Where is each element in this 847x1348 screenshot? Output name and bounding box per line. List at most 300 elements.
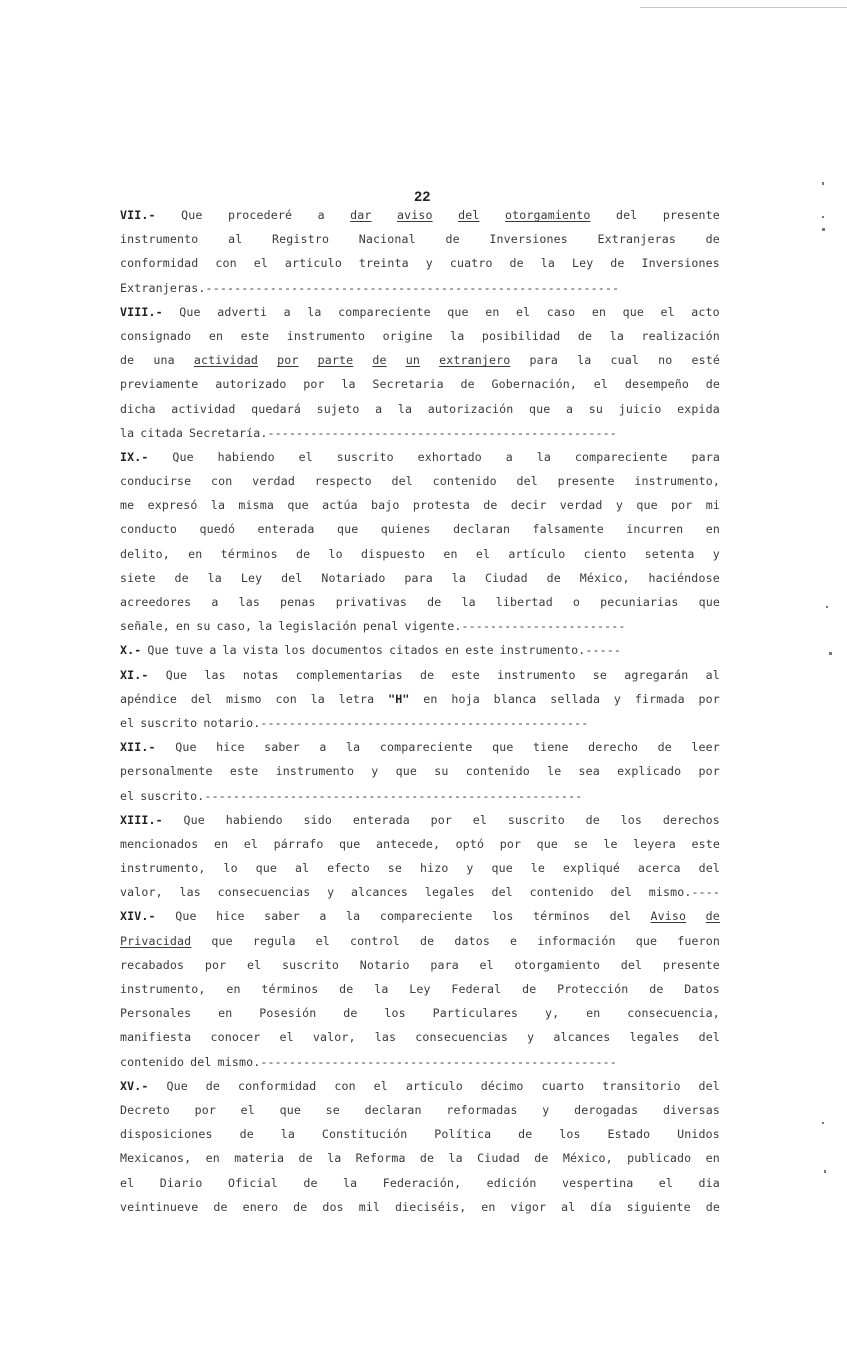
word: los: [492, 909, 514, 924]
word: que: [636, 498, 658, 513]
word: valor,: [120, 885, 163, 900]
word: le: [603, 836, 618, 851]
word: derecho: [588, 740, 639, 755]
word: autorizado: [215, 377, 287, 392]
word: Que: [183, 812, 205, 827]
text-line: [120, 663, 720, 687]
word: otorgamiento: [504, 208, 591, 222]
word: control: [350, 933, 400, 948]
word: penal: [362, 619, 399, 634]
word: mi: [705, 498, 720, 513]
word: X.-: [120, 643, 142, 658]
word: este: [240, 328, 270, 343]
word: antecede,: [375, 836, 441, 851]
word: presente: [557, 474, 615, 489]
word: transitorio: [602, 1078, 681, 1093]
word: hizo: [419, 861, 449, 876]
word: del: [615, 208, 638, 222]
word: enterada: [257, 522, 315, 537]
word: que: [255, 861, 278, 876]
word: privativas: [335, 595, 408, 609]
word: el: [373, 1078, 388, 1093]
word: hoja: [451, 691, 480, 706]
word: de: [213, 1199, 228, 1214]
margin-mark: [822, 182, 824, 185]
word: a: [209, 643, 217, 658]
word: instrumento: [275, 764, 355, 779]
word: verdad: [252, 474, 295, 489]
text-line: [120, 638, 720, 662]
text-line: [120, 1195, 720, 1219]
word: de: [522, 982, 537, 996]
word: acto: [691, 304, 720, 319]
word: por: [671, 498, 693, 513]
word: de: [483, 498, 498, 513]
word: conducto: [120, 522, 178, 537]
word: en: [481, 1199, 496, 1214]
word: el: [515, 304, 531, 319]
word: la: [451, 570, 467, 585]
word: vigor: [510, 1199, 547, 1214]
word: la: [120, 425, 135, 440]
word: no: [658, 353, 673, 368]
word: legales: [629, 1030, 680, 1045]
word: con: [334, 1078, 356, 1093]
word: el: [479, 957, 494, 972]
word: al: [561, 1199, 576, 1214]
word: de: [610, 256, 625, 271]
word: por: [194, 1102, 216, 1117]
word: este: [465, 643, 494, 658]
word: Oficial: [227, 1175, 278, 1190]
word: XIII.-: [120, 812, 163, 827]
word: en: [705, 522, 720, 537]
word: dieciséis,: [395, 1199, 467, 1214]
text-line: [120, 348, 720, 372]
text-line: [120, 1098, 720, 1122]
word: derogadas: [574, 1102, 639, 1117]
word: contenido: [120, 1054, 185, 1069]
word: IX.-: [120, 449, 149, 464]
word: Secretaria: [372, 377, 444, 392]
word: Ley: [409, 982, 431, 996]
word: la: [343, 1175, 358, 1190]
word: en: [213, 836, 229, 851]
word: y: [542, 1102, 550, 1117]
word: presente: [662, 208, 720, 222]
word: XIV.-: [120, 909, 156, 924]
word: Que: [165, 667, 188, 682]
word: le: [547, 764, 562, 779]
word: exhortado: [417, 449, 482, 464]
text-line: [120, 953, 720, 977]
word: e: [510, 933, 518, 948]
word: que: [528, 401, 551, 416]
word: legales: [424, 885, 475, 900]
word: VIII.-: [120, 304, 163, 319]
text-line: [120, 977, 720, 1001]
word: caso: [546, 304, 576, 319]
word: Federal: [451, 982, 502, 996]
word: y: [712, 546, 720, 561]
word: misma: [238, 498, 275, 513]
word: materia: [234, 1151, 285, 1166]
word: del: [698, 1030, 720, 1045]
word: mismo.--------------------------------------------------: [217, 1054, 617, 1069]
text-line: [120, 929, 720, 953]
word: sido: [303, 812, 333, 827]
word: del: [516, 474, 538, 489]
word: del: [281, 570, 303, 585]
word: la: [280, 1127, 295, 1142]
margin-mark: [822, 1122, 824, 1124]
word: Protección: [557, 982, 629, 996]
word: de: [705, 232, 720, 247]
word: por: [698, 764, 720, 779]
word: de: [705, 909, 720, 924]
word: su: [588, 401, 604, 416]
word: actúa: [322, 498, 358, 513]
word: citada: [140, 425, 184, 440]
word: treinta: [358, 256, 409, 271]
word: los: [620, 812, 643, 827]
word: Reforma: [355, 1151, 406, 1166]
word: Ciudad: [484, 570, 528, 585]
word: XV.-: [120, 1078, 149, 1093]
text-line: [120, 1001, 720, 1025]
word: valor,: [312, 1030, 356, 1045]
word: el: [279, 1030, 294, 1045]
word: de: [343, 1006, 358, 1021]
text-line: [120, 687, 720, 711]
word: compareciente: [338, 304, 431, 319]
text-line: [120, 542, 720, 566]
word: Inversiones: [641, 256, 720, 271]
word: compareciente: [379, 740, 473, 755]
word: la: [207, 570, 222, 585]
word: Inversiones: [489, 232, 568, 247]
text-line: [120, 1074, 720, 1098]
word: habiendo: [217, 449, 275, 464]
word: este: [691, 836, 720, 851]
word: el: [472, 812, 488, 827]
text-line: [120, 300, 720, 324]
word: a: [566, 401, 574, 416]
word: al: [294, 861, 310, 876]
word: instrumento,: [120, 982, 206, 996]
word: de: [705, 377, 720, 392]
word: a: [505, 449, 513, 464]
word: dicha: [120, 401, 156, 416]
word: suscrito: [507, 812, 565, 827]
margin-mark: [822, 216, 824, 218]
word: adverti: [217, 304, 268, 319]
word: Personales: [120, 1006, 192, 1021]
word: a: [317, 208, 325, 222]
word: procederé: [227, 208, 293, 222]
word: dar: [350, 208, 372, 222]
word: de: [427, 595, 442, 609]
word: con: [211, 474, 233, 489]
word: México,: [579, 570, 630, 585]
word: la: [448, 1151, 463, 1166]
text-line: [120, 1025, 720, 1049]
word: Ley: [240, 570, 263, 585]
word: reformadas: [446, 1102, 518, 1117]
word: su: [434, 764, 449, 779]
word: al: [705, 667, 720, 682]
word: y: [425, 256, 433, 271]
word: el: [593, 377, 609, 392]
word: se: [325, 1102, 340, 1117]
word: información: [537, 933, 616, 948]
word: y: [466, 861, 474, 876]
word: sea: [578, 764, 600, 779]
word: de: [293, 1199, 308, 1214]
text-line: [120, 711, 720, 735]
word: la: [461, 595, 476, 609]
word: que: [447, 304, 469, 319]
text-line: [120, 808, 720, 832]
word: del: [491, 885, 513, 900]
word: siete: [120, 570, 156, 585]
word: Que: [175, 740, 197, 755]
text-line: [120, 1050, 720, 1074]
word: suscrito.-----------------------------------------------------: [140, 788, 583, 803]
word: el: [243, 836, 259, 851]
word: consignado: [120, 328, 192, 343]
word: que: [536, 836, 559, 851]
word: letra: [338, 691, 375, 706]
word: cuatro: [449, 256, 493, 271]
word: y: [527, 1030, 535, 1045]
word: compareciente: [379, 909, 473, 924]
word: Nacional: [358, 232, 416, 247]
word: de: [460, 377, 475, 392]
word: y: [327, 885, 335, 900]
word: Que: [166, 1078, 188, 1093]
word: del: [458, 208, 480, 222]
word: que: [491, 861, 513, 876]
word: los: [284, 643, 306, 658]
word: consecuencia,: [627, 1006, 720, 1021]
word: personalmente: [120, 764, 213, 779]
word: de: [205, 1078, 221, 1093]
word: articulo: [284, 256, 342, 271]
text-line: [120, 880, 720, 904]
word: contenido: [432, 474, 497, 489]
word: Extranjeras: [597, 232, 676, 247]
word: el: [658, 1175, 674, 1190]
word: Política: [434, 1127, 492, 1142]
word: del: [698, 861, 720, 876]
word: se: [387, 861, 403, 876]
word: ciento: [583, 546, 627, 561]
word: del: [391, 474, 413, 489]
word: este: [229, 764, 259, 779]
word: términos: [220, 546, 278, 561]
text-line: [120, 832, 720, 856]
word: dos: [322, 1199, 344, 1214]
scan-edge-line: [640, 7, 847, 8]
word: en: [591, 304, 607, 319]
word: a: [375, 401, 383, 416]
word: siguiente: [626, 1199, 691, 1214]
word: legislación: [278, 619, 357, 634]
body-text: [120, 203, 720, 1219]
word: el: [315, 933, 330, 948]
word: Unidos: [677, 1127, 720, 1142]
word: posibilidad: [481, 328, 561, 343]
word: presente: [662, 957, 720, 972]
word: realización: [641, 328, 720, 343]
margin-mark: [824, 1170, 826, 1173]
word: la: [210, 498, 226, 513]
word: de: [577, 328, 593, 343]
word: la: [450, 328, 465, 343]
word: para: [404, 570, 433, 585]
text-line: [120, 784, 720, 808]
word: sujeto: [316, 401, 360, 416]
word: XI.-: [120, 667, 149, 682]
word: la: [577, 353, 592, 368]
word: efecto: [327, 861, 370, 876]
word: se: [573, 836, 588, 851]
word: habiendo: [225, 812, 283, 827]
word: Constitución: [321, 1127, 408, 1142]
word: por: [204, 957, 227, 972]
text-line: [120, 203, 720, 227]
word: de: [546, 570, 561, 585]
word: el: [120, 788, 135, 803]
word: alcances: [351, 885, 409, 900]
word: que: [622, 304, 644, 319]
text-line: [120, 566, 720, 590]
word: Que: [179, 304, 201, 319]
word: enero: [242, 1199, 279, 1214]
word: que: [339, 836, 361, 851]
word: le: [530, 861, 546, 876]
word: en: [208, 328, 224, 343]
word: el: [660, 304, 675, 319]
word: día: [590, 1199, 612, 1214]
word: por: [698, 691, 720, 706]
text-line: [120, 1122, 720, 1146]
word: Extranjeras.----------------------------------------------------------: [120, 280, 620, 295]
word: del: [609, 909, 631, 924]
word: mismo.----: [648, 885, 720, 900]
word: "H": [388, 691, 410, 706]
word: suscrito: [336, 449, 394, 464]
word: quedó: [199, 522, 236, 537]
word: declaran: [453, 522, 511, 537]
word: expida: [677, 401, 720, 416]
word: pecuniarias: [600, 595, 679, 609]
word: citados: [389, 643, 439, 658]
word: que: [211, 933, 233, 948]
word: en: [586, 1006, 601, 1021]
word: Que: [175, 909, 197, 924]
word: que: [279, 1102, 301, 1117]
word: de: [657, 740, 672, 755]
word: de: [120, 353, 135, 368]
word: el: [246, 957, 262, 972]
text-line: [120, 372, 720, 396]
word: Secretaría.-------------------------------------------------: [189, 425, 617, 440]
word: contenido: [465, 764, 530, 779]
word: en: [443, 546, 458, 561]
word: incurren: [626, 522, 684, 537]
word: vespertina: [562, 1175, 634, 1190]
word: al: [228, 232, 243, 247]
word: las: [204, 667, 226, 682]
word: de: [419, 1151, 435, 1166]
word: en: [188, 546, 203, 561]
word: edición: [486, 1175, 537, 1190]
word: de: [518, 1127, 533, 1142]
word: mismo: [226, 691, 262, 706]
margin-mark: [829, 652, 832, 655]
word: conducirse: [120, 474, 192, 489]
text-line: [120, 904, 720, 928]
word: y: [615, 498, 624, 513]
word: VII.-: [120, 208, 156, 222]
text-line: [120, 324, 720, 348]
word: que: [336, 522, 359, 537]
word: la: [258, 619, 273, 634]
word: consecuencias: [217, 885, 311, 900]
word: conformidad: [120, 256, 199, 271]
word: de: [419, 933, 435, 948]
word: Notariado: [321, 570, 386, 585]
word: penas: [280, 595, 316, 609]
word: su: [196, 619, 211, 634]
word: de: [239, 1127, 254, 1142]
margin-mark: [826, 606, 828, 608]
word: notario.----------------------------------------------: [203, 715, 589, 730]
word: conformidad: [237, 1078, 317, 1093]
word: tiene: [532, 740, 569, 755]
word: quedará: [251, 401, 302, 416]
word: las: [238, 595, 260, 609]
word: Aviso: [650, 909, 687, 924]
word: Federación,: [382, 1175, 462, 1190]
word: en: [226, 982, 241, 996]
text-line: [120, 1146, 720, 1170]
word: en: [218, 1006, 233, 1021]
word: que: [635, 933, 658, 948]
word: la: [540, 256, 556, 271]
word: instrumento: [497, 667, 576, 682]
word: parte: [317, 353, 354, 368]
word: el: [253, 256, 268, 271]
word: la: [327, 1151, 342, 1166]
word: Que: [181, 208, 203, 222]
word: caso,: [216, 619, 253, 634]
word: la: [341, 377, 356, 392]
word: saber: [264, 909, 300, 924]
word: del: [190, 1054, 212, 1069]
text-line: [120, 251, 720, 275]
word: Que: [147, 643, 169, 658]
word: optó: [455, 836, 485, 851]
text-line: [120, 517, 720, 541]
word: de: [445, 232, 460, 247]
word: de: [372, 353, 387, 368]
word: alcances: [553, 1030, 611, 1045]
word: agregarán: [624, 667, 689, 682]
text-line: [120, 1171, 720, 1195]
